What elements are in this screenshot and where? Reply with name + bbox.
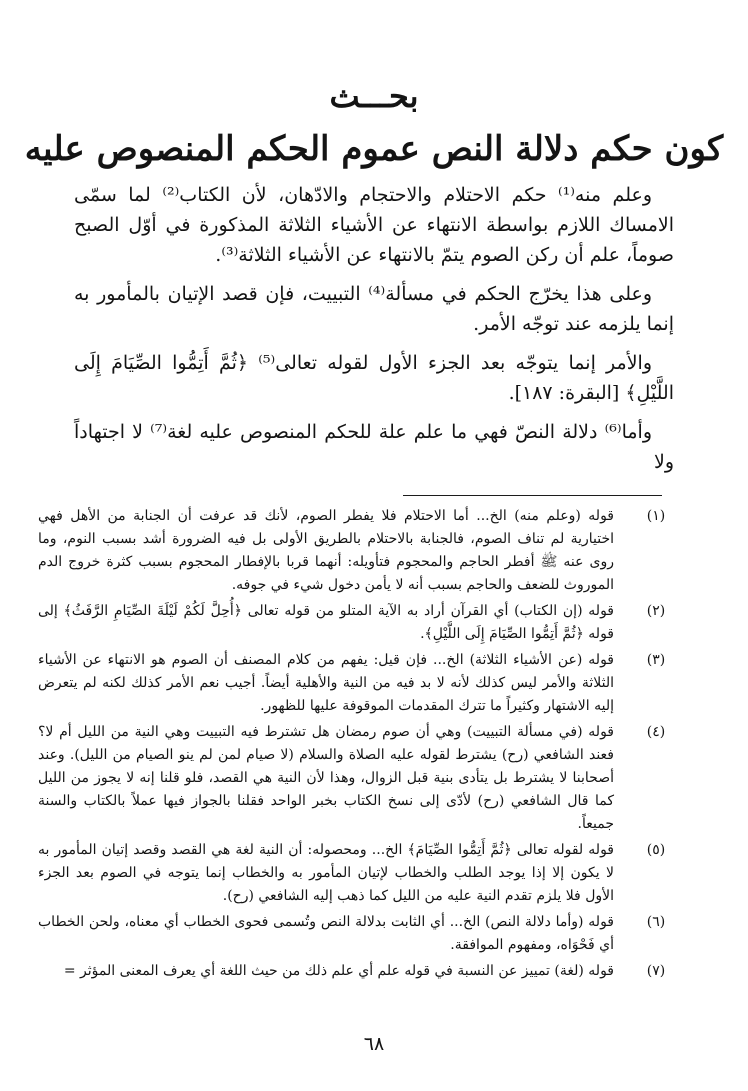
paragraph: وعلى هذا يخرّج الحكم في مسألة⁽⁴⁾ التبييت، فإن قصد الإتيان بالمأمور به إنما يلزمه عند توجّه الأمر. (74, 283, 674, 335)
footnote-number: (٣) (646, 652, 666, 668)
footnote-number: (٦) (646, 914, 666, 930)
paragraph: وعلم منه⁽¹⁾ حكم الاحتلام والاحتجام والادّهان، لأن الكتاب⁽²⁾ لما سمّى الامساك اللازم بواسطة الانتهاء عن الأشياء الثلاثة المذكورة في أوّل الصبح صوماً، علم أن ركن الصوم يتمّ بالانتهاء عن الأشياء الثلاثة⁽³⁾. (74, 184, 674, 266)
footnote (38, 649, 678, 718)
footnote-text: قوله (وعلم منه) الخ... أما الاحتلام فلا يفطر الصوم، لأنك قد عرفت أن الجنابة من الأهل فهي اختيارية لم تناف الصوم، فالجنابة بالاحتلام بالطريق الأولى بل فيه الضرورة أشد بسبب النوم، وما روى عنه ﷺ أفطر الحاجم والمحجوم فتأويله: أنهما قربا بالإفطار المحجوم بسبب كثرة خروج الدم الموروث للضعف والحاجم بسبب أنه لا يأمن دخول شيء في جوفه. (38, 508, 614, 593)
footnote-text: قوله (وأما دلالة النص) الخ... أي الثابت بدلالة النص وتُسمى فحوى الخطاب أي معناه، ولحن الخطاب أي فَحْوَاه، ومفهوم الموافقة. (38, 914, 614, 953)
footnote-number: (٢) (646, 603, 666, 619)
section-label: بحـــث (329, 77, 419, 115)
footnote (38, 721, 678, 836)
footnote-text: قوله (عن الأشياء الثلاثة) الخ... فإن قيل: يفهم من كلام المصنف أن الصوم هو الانتهاء عن الأشياء الثلاثة والأمر ليس كذلك لأنه لا بد فيه من النية والأهلية أيضاً. أجيب نعم الأمر كذلك لكنه لم يتعرض إليه الاشتهار وكثيراً ما تترك المقدمات الموقوفة عليها للظهور. (38, 652, 614, 714)
footnote (38, 839, 678, 908)
page-number: ٦٨ (363, 1033, 385, 1055)
footnotes (38, 505, 678, 986)
footnote-text: قوله (إن الكتاب) أي القرآن أراد به الآية المتلو من قوله تعالى ﴿أُحِلَّ لَكُمْ لَيْلَةَ الصِّيَامِ الرَّفَثُ﴾ إلى قوله ﴿ثُمَّ أَتِمُّوا الصِّيَامَ إِلَى اللَّيْلِ﴾. (38, 603, 614, 642)
footnote-number: (٧) (646, 963, 666, 979)
main-text (74, 180, 674, 486)
footnote-divider (403, 495, 662, 496)
paragraph: والأمر إنما يتوجّه بعد الجزء الأول لقوله تعالى⁽⁵⁾ ﴿ثُمَّ أَتِمُّوا الصِّيَامَ إِلَى اللَّيْلِ﴾ [البقرة: ١٨٧]. (74, 352, 674, 404)
footnote (38, 960, 678, 983)
section-title: كون حكم دلالة النص عموم الحكم المنصوص عليه (24, 129, 724, 169)
paragraph: وأما⁽⁶⁾ دلالة النصّ فهي ما علم علة للحكم المنصوص عليه لغة⁽⁷⁾ لا اجتهاداً ولا (74, 421, 674, 473)
footnote (38, 911, 678, 957)
footnote (38, 505, 678, 597)
footnote-text: قوله (لغة) تمييز عن النسبة في قوله علم أي علم ذلك من حيث اللغة أي يعرف المعنى المؤثر = (63, 963, 614, 979)
footnote-number: (٤) (646, 724, 666, 740)
footnote-text: قوله (في مسألة التبييت) وهي أن صوم رمضان هل تشترط فيه التبييت وهي النية من الليل أم لا؟ فعند الشافعي (رح) يشترط لقوله عليه الصلاة والسلام (لا صيام لمن لم ينو الصيام من الليل). وعند أصحابنا لا يشترط بل يتأدى بنية قبل الزوال، وهذا لأن النية هي القصد، فلو قلنا إنه لا يجوز من الليل كما قال الشافعي (رح) لأدّى إلى نسخ الكتاب بخبر الواحد فقلنا بالجواز فيها عملاً بالكتاب والسنة جميعاً. (38, 724, 614, 832)
footnote (38, 600, 678, 646)
footnote-text: قوله لقوله تعالى ﴿ثُمَّ أَتِمُّوا الصِّيَامَ﴾ الخ... ومحصوله: أن النية لغة هي القصد وقصد إتيان المأمور به لا يكون إلا إذا يوجد الطلب والخطاب لإتيان المأمور به والخطاب إنما يتوجه في الصوم بعد الجزء الأول فلا يلزم تقدم النية عليه من الليل كما ذهب إليه الشافعي (رح). (38, 842, 614, 904)
footnote-number: (٥) (646, 842, 666, 858)
footnote-number: (١) (646, 508, 666, 524)
